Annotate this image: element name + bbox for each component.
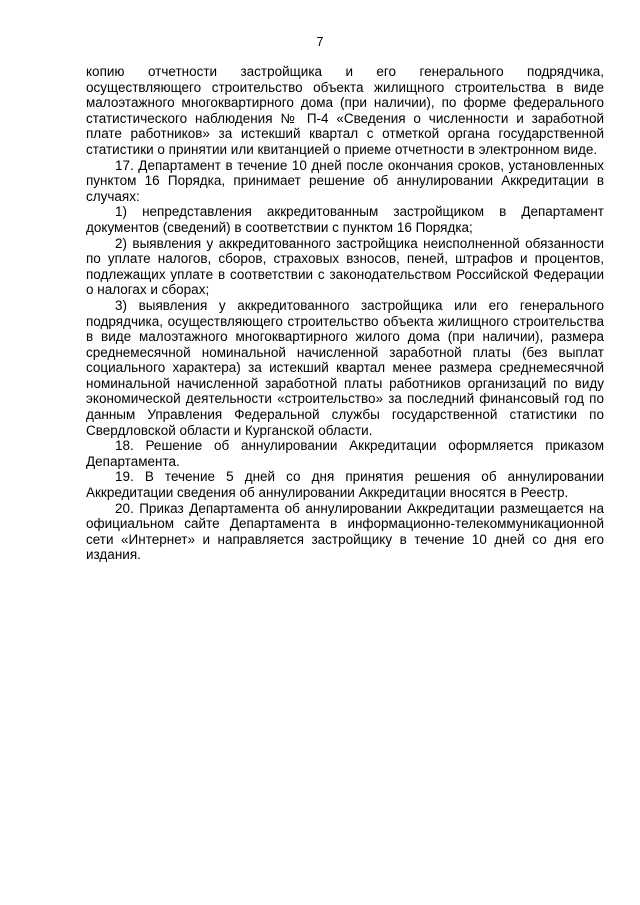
paragraph-item-19: 19. В течение 5 дней со дня принятия решения об аннулировании Аккредитации сведения об аннулировании Аккредитации вносятся в Реестр. <box>86 469 604 501</box>
page-number: 7 <box>316 35 324 49</box>
paragraph-continuation: копию отчетности застройщика и его генерального подрядчика, осуществляющего строительство объекта жилищного строительства в виде малоэтажного многоквартирного дома (при наличии), по форме федерального статистического наблюдения № П-4 «Сведения о численности и заработной плате работников» за истекший квартал с отметкой органа государственной статистики о принятии или квитанцией о приеме отчетности в электронном виде. <box>86 64 604 157</box>
paragraph-subitem-3: 3) выявления у аккредитованного застройщика или его генерального подрядчика, осуществляющего строительство объекта жилищного строительства в виде малоэтажного многоквартирного жилого дома (при наличии), размера среднемесячной номинальной начисленной заработной платы (без выплат социального характера) за истекший квартал менее размера среднемесячной номинальной начисленной заработной платы работников организаций по виду экономической деятельности «строительство» за последний финансовый год по данным Управления Федеральной службы государственной статистики по Свердловской области и Курганской области. <box>86 297 604 438</box>
paragraph-item-20: 20. Приказ Департамента об аннулировании Аккредитации размещается на официальном сайте Департамента в информационно-телекоммуникационной сети «Интернет» и направляется застройщику в течение 10 дней со дня его издания. <box>86 500 604 563</box>
document-body <box>86 64 604 563</box>
paragraph-item-18: 18. Решение об аннулировании Аккредитации оформляется приказом Департамента. <box>86 438 604 469</box>
paragraph-subitem-1: 1) непредставления аккредитованным застройщиком в Департамент документов (сведений) в соответствии с пунктом 16 Порядка; <box>86 204 604 235</box>
paragraph-subitem-2: 2) выявления у аккредитованного застройщика неисполненной обязанности по уплате налогов, сборов, страховых взносов, пеней, штрафов и процентов, подлежащих уплате в соответствии с законодательством Российской Федерации о налогах и сборах; <box>86 235 604 298</box>
paragraph-item-17: 17. Департамент в течение 10 дней после окончания сроков, установленных пунктом 16 Порядка, принимает решение об аннулировании Аккредитации в случаях: <box>86 157 604 204</box>
